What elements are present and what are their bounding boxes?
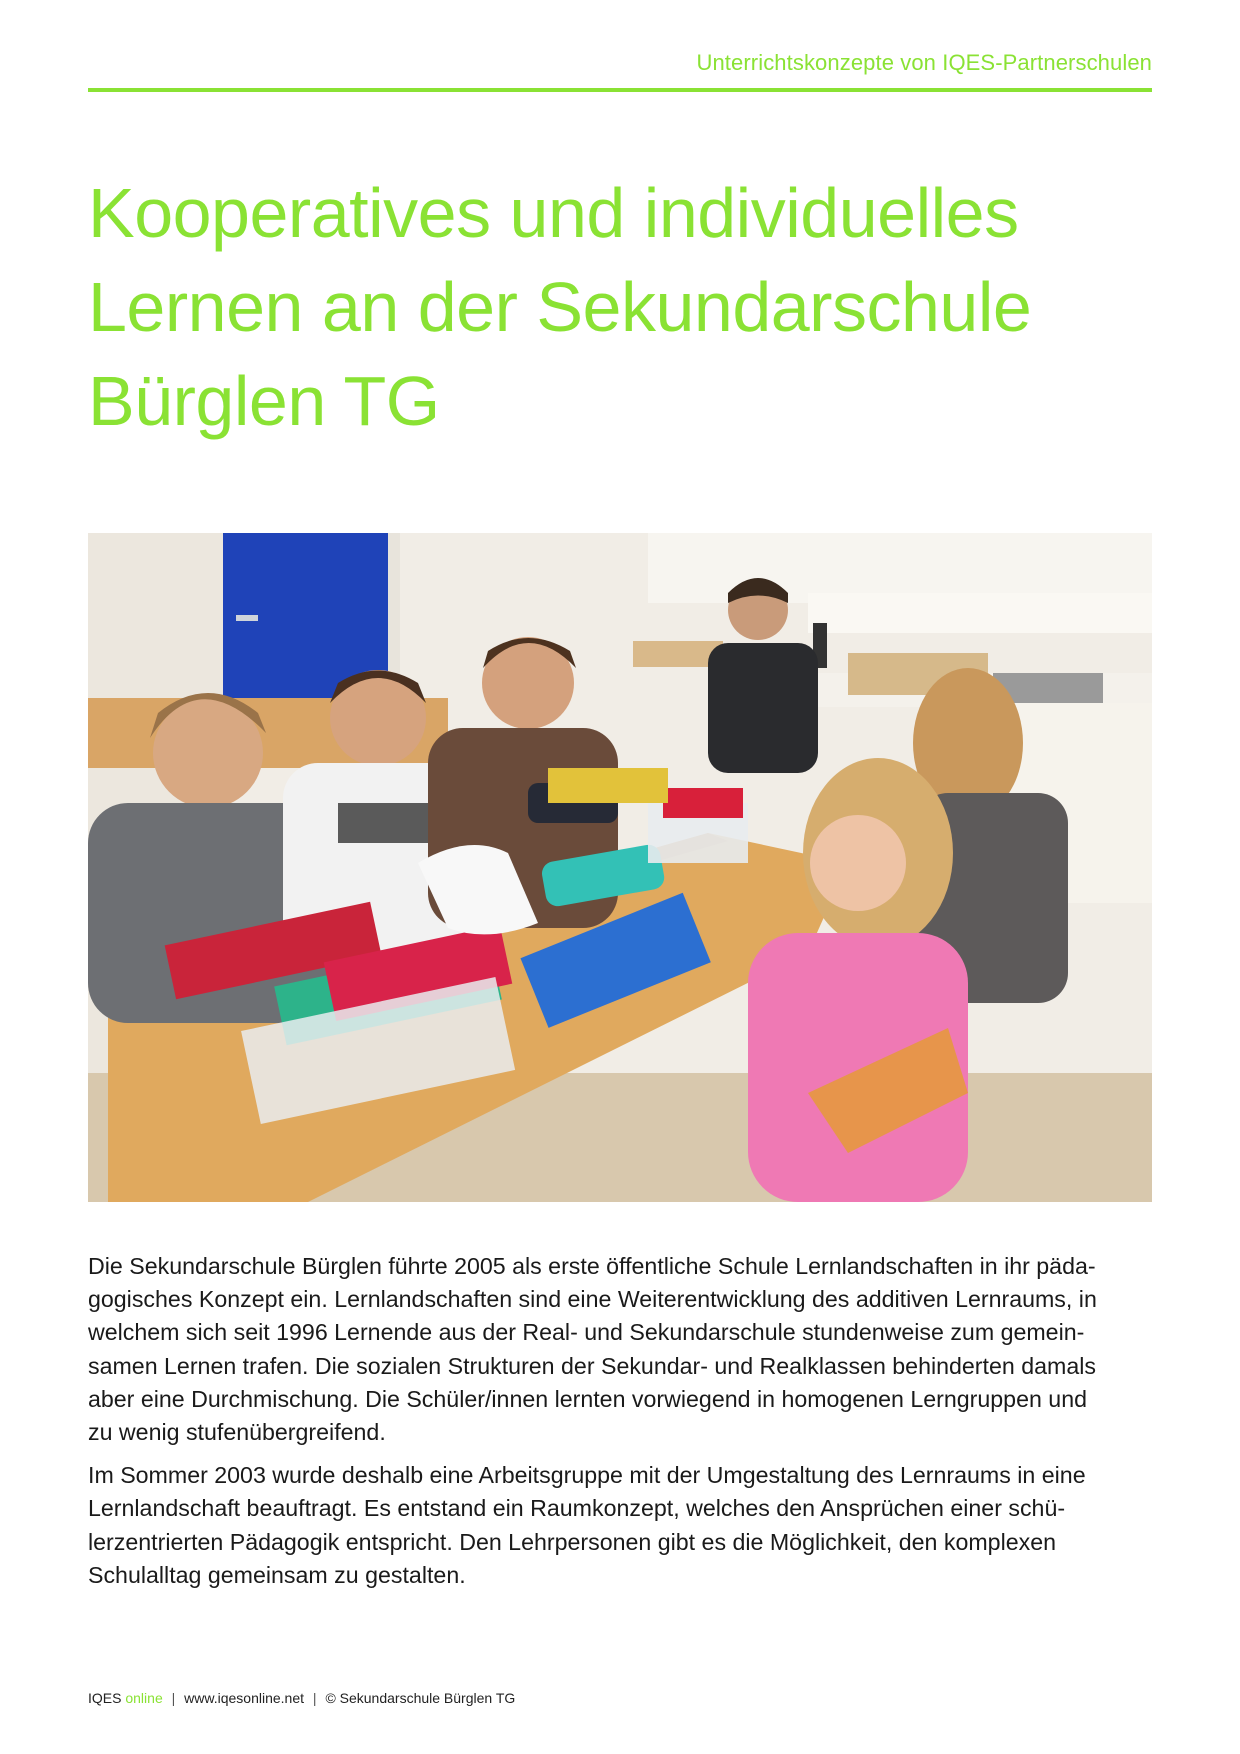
document-series-label: Unterrichtskonzepte von IQES-Partnerschulen [696, 50, 1152, 75]
title-line: Kooperatives und individuelles [88, 174, 1019, 252]
paragraph [88, 1459, 1148, 1592]
title-line: Bürglen TG [88, 362, 440, 440]
classroom-photo [88, 533, 1152, 1202]
text-line: gogisches Konzept ein. Lernlandschaften sind eine Weiterentwicklung des additiven Lernraums, in [88, 1286, 1097, 1313]
title-line: Lernen an der Sekundarschule [88, 268, 1032, 346]
footer-brand: IQES [88, 1690, 122, 1706]
text-line: Lernlandschaft beauftragt. Es entstand ein Raumkonzept, welches den Ansprüchen einer schü- [88, 1495, 1066, 1522]
paragraph [88, 1250, 1148, 1449]
footer-brand-suffix: online [125, 1690, 163, 1706]
footer-separator: | [312, 1690, 317, 1706]
body-text [88, 1250, 1148, 1602]
text-line: Die Sekundarschule Bürglen führte 2005 als erste öffentliche Schule Lernlandschaften in ihr päda- [88, 1253, 1096, 1279]
header-divider [88, 88, 1152, 92]
page-footer [88, 1690, 515, 1706]
text-line: aber eine Durchmischung. Die Schüler/innen lernten vorwiegend in homogenen Lerngruppen und [88, 1385, 1087, 1412]
footer-copyright: © Sekundarschule Bürglen TG [325, 1690, 516, 1706]
page-title [88, 166, 1168, 448]
text-line: samen Lernen trafen. Die sozialen Strukturen der Sekundar- und Realklassen behinderten damals [88, 1352, 1096, 1379]
text-line: Schulalltag gemeinsam zu gestalten. [88, 1561, 466, 1588]
text-line: Im Sommer 2003 wurde deshalb eine Arbeitsgruppe mit der Umgestaltung des Lernraums in eine [88, 1462, 1086, 1489]
footer-website: www.iqesonline.net [184, 1690, 305, 1706]
text-line: zu wenig stufenübergreifend. [88, 1419, 386, 1446]
text-line: lerzentrierten Pädagogik entspricht. Den Lehrpersonen gibt es die Möglichkeit, den komplexen [88, 1528, 1056, 1555]
footer-separator: | [171, 1690, 176, 1706]
text-line: welchem sich seit 1996 Lernende aus der Real- und Sekundarschule stundenweise zum gemein- [88, 1319, 1085, 1346]
